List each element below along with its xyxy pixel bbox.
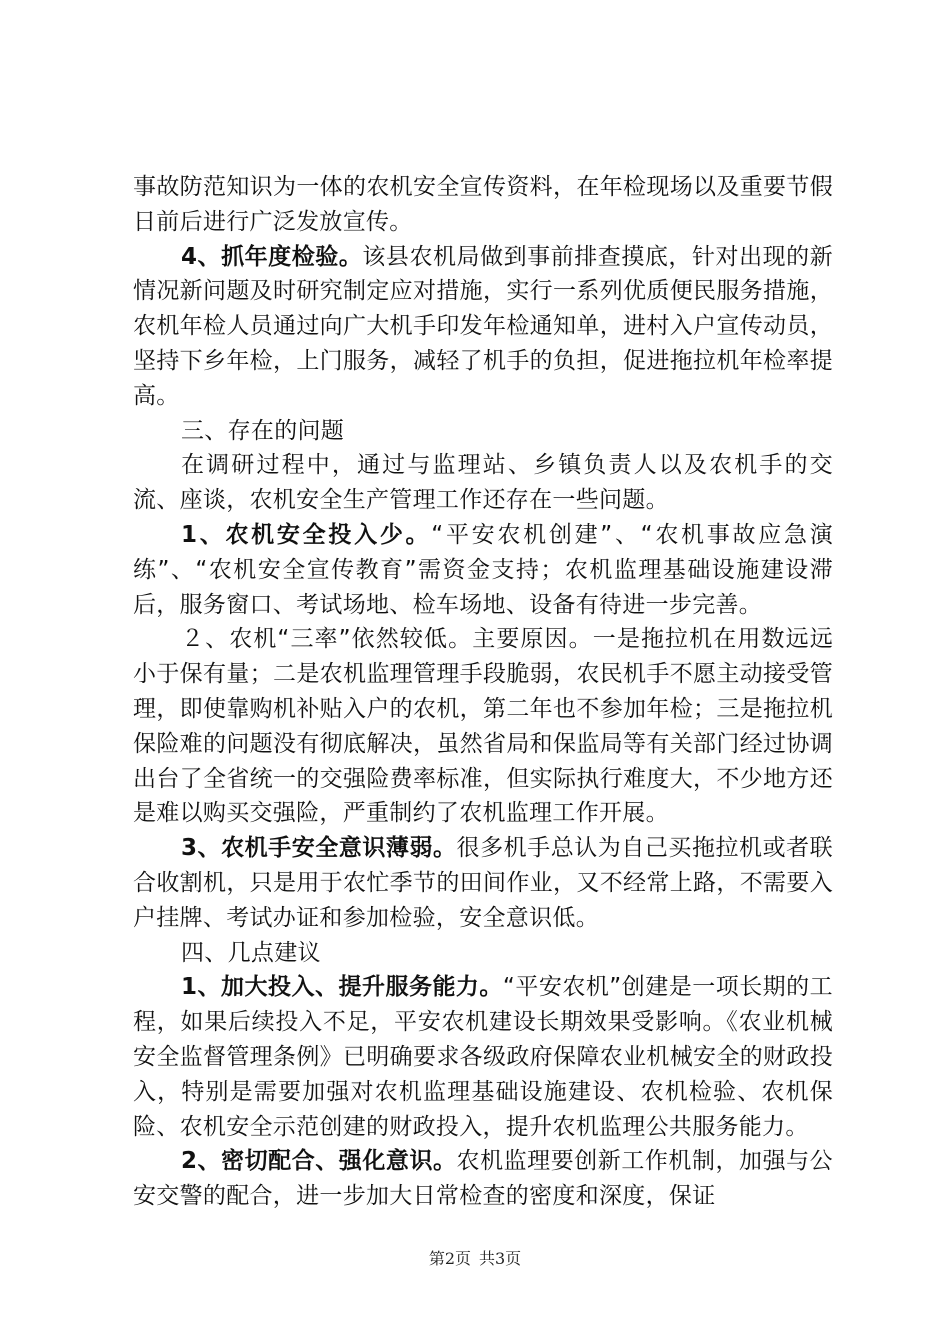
paragraph-lead: 1、农机安全投入少。 (181, 521, 432, 548)
document-body (133, 170, 833, 1214)
paragraph-lead: 1、加大投入、提升服务能力。 (181, 974, 503, 1001)
paragraph-text: 事故防范知识为一体的农机安全宣传资料，在年检现场以及重要节假日前后进行广泛发放宣传。 (133, 174, 833, 235)
paragraph-lead: 2、密切配合、强化意识。 (181, 1148, 457, 1175)
paragraph-increase-investment (133, 970, 833, 1144)
paragraph-cooperation (133, 1144, 833, 1214)
paragraph-three-rates (133, 622, 833, 831)
paragraph-text: “平安农机”创建是一项长期的工程，如果后续投入不足，平安农机建设长期效果受影响。《农业机械安全监督管理条例》已明确要求各级政府保障农业机械安全的财政投入，特别是需要加强对农机监理基础设施建设、农机检验、农机保险、农机安全示范创建的财政投入，提升农机监理公共服务能力。 (133, 974, 833, 1140)
paragraph-text: “平安农机创建”、“农机事故应急演练”、“农机安全宣传教育”需资金支持；农机监理基础设施建设滞后，服务窗口、考试场地、检车场地、设备有待进一步完善。 (133, 521, 833, 618)
paragraph-text: 在调研过程中，通过与监理站、乡镇负责人以及农机手的交流、座谈，农机安全生产管理工作还存在一些问题。 (133, 452, 833, 514)
paragraph-lead: 3、农机手安全意识薄弱。 (181, 835, 457, 862)
paragraph-annual-inspection (133, 240, 833, 414)
paragraph-text: 该县农机局做到事前排查摸底，针对出现的新情况新问题及时研究制定应对措施，实行一系列优质便民服务措施，农机年检人员通过向广大机手印发年检通知单，进村入户宣传动员，坚持下乡年检，上门服务，减轻了机手的负担，促进拖拉机年检率提高。 (133, 243, 833, 409)
page-footer (0, 1246, 950, 1269)
paragraph-lead: 4、抓年度检验。 (181, 243, 363, 270)
paragraph-text: 很多机手总认为自己买拖拉机或者联合收割机，只是用于农忙季节的田间作业，又不经常上路，不需要入户挂牌、考试办证和参加检验，安全意识低。 (133, 835, 833, 931)
paragraph-low-investment (133, 518, 833, 622)
paragraph-problems-intro (133, 448, 833, 518)
section-heading-problems: 三、存在的问题 (181, 417, 345, 444)
section-heading-suggestions: 四、几点建议 (181, 939, 321, 966)
paragraph-text: ２、农机“三率”依然较低。主要原因。一是拖拉机在用数远远小于保有量；二是农机监理管理手段脆弱，农民机手不愿主动接受管理，即使靠购机补贴入户的农机，第二年也不参加年检；三是拖拉机保险难的问题没有彻底解决，虽然省局和保监局等有关部门经过协调出台了全省统一的交强险费率标准，但实际执行难度大，不少地方还是难以购买交强险，严重制约了农机监理工作开展。 (133, 626, 833, 827)
paragraph-safety-awareness (133, 831, 833, 935)
page-number: 第2页 (428, 1249, 471, 1268)
paragraph-text: 农机监理要创新工作机制，加强与公安交警的配合，进一步加大日常检查的密度和深度，保证 (133, 1148, 833, 1210)
total-pages: 共3页 (479, 1249, 522, 1268)
paragraph-continuation (133, 170, 833, 240)
